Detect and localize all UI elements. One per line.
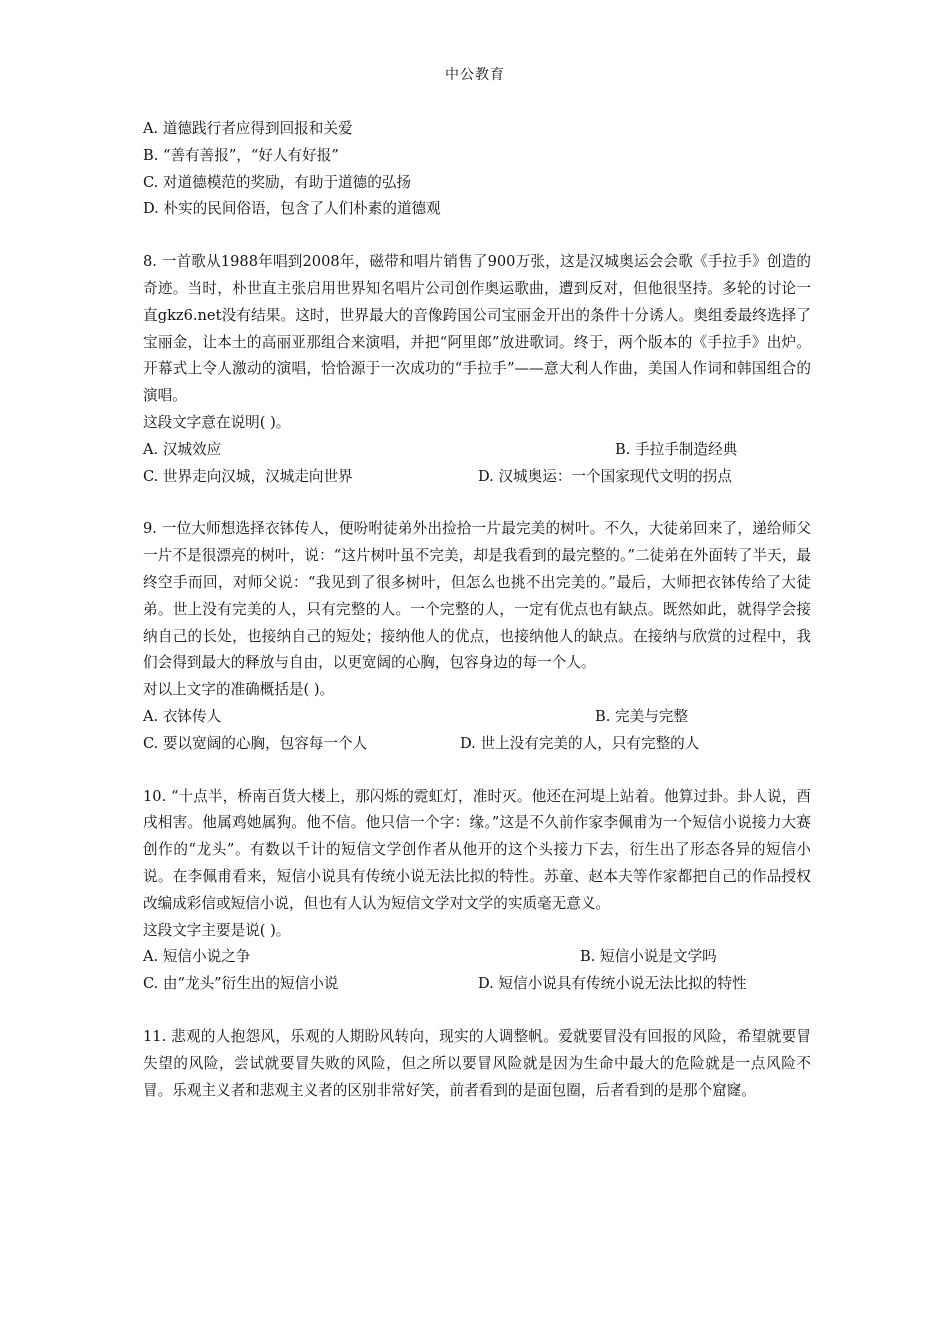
page-header: 中公教育 <box>445 67 505 83</box>
q9-option-b: B. 完美与完整 <box>595 707 688 725</box>
q9-option-c: C. 要以宽阔的心胸，包容每一个人 <box>143 734 368 752</box>
q8-option-b: B. 手拉手制造经典 <box>615 440 738 458</box>
q11-passage: 11. 悲观的人抱怨风，乐观的人期盼风转向，现实的人调整帆。爱就要冒没有回报的风险，希望就要冒失望的风险，尝试就要冒失败的风险，但之所以要冒风险就是因为生命中最大的危险就是一点风险不冒。乐观主义者和悲观主义者的区别非常好笑，前者看到的是面包圈，后者看到的是那个窟窿。 <box>143 1027 811 1099</box>
q10-option-b: B. 短信小说是文学吗 <box>580 948 717 966</box>
q9-option-d: D. 世上没有完美的人，只有完整的人 <box>460 734 700 752</box>
q7-option-d: D. 朴实的民间俗语，包含了人们朴素的道德观 <box>143 200 441 218</box>
q8-passage: 8. 一首歌从1988年唱到2008年，磁带和唱片销售了900万张，这是汉城奥运会会歌《手拉手》创造的奇迹。当时，朴世直主张启用世界知名唱片公司创作奥运歌曲，遭到反对，但他很坚持。多轮的讨论一直gkz6.net没有结果。这时，世界最大的音像跨国公司宝丽金开出的条件十分诱人。奥组委最终选择了宝丽金，让本土的高丽亚那组合来演唱，并把“阿里郎”放进歌词。终于，两个版本的《手拉手》出炉。开幕式上令人激动的演唱，恰恰源于一次成功的“手拉手”——意大利人作曲，美国人作词和韩国组合的演唱。 <box>143 253 811 405</box>
document-body <box>143 116 811 1104</box>
q10-options-row1 <box>143 944 811 971</box>
q10-option-a: A. 短信小说之争 <box>143 948 251 966</box>
q10-option-c: C. 由“龙头”衍生出的短信小说 <box>143 975 339 993</box>
q8-question: 这段文字意在说明( )。 <box>143 413 291 431</box>
q10-passage: 10. “十点半，桥南百货大楼上，那闪烁的霓虹灯，准时灭。他还在河堤上站着。他算过卦。卦人说，酉戌相害。他属鸡她属狗。他不信。他只信一个字：缘。”这是不久前作家李佩甫为一个短信小说接力大赛创作的“龙头”。有数以千计的短信文学创作者从他开的这个头接力下去，衍生出了形态各异的短信小说。在李佩甫看来，短信小说具有传统小说无法比拟的特性。苏童、赵本夫等作家都把自己的作品授权改编成彩信或短信小说，但也有人认为短信文学对文学的实质毫无意义。 <box>143 787 811 912</box>
q10-options-row2 <box>143 971 811 998</box>
q10-option-d: D. 短信小说具有传统小说无法比拟的特性 <box>478 975 747 993</box>
q8-option-a: A. 汉城效应 <box>143 440 222 458</box>
q10-question: 这段文字主要是说( )。 <box>143 921 291 939</box>
q9-question: 对以上文字的准确概括是( )。 <box>143 681 335 699</box>
q8-options-row1 <box>143 437 811 464</box>
q7-option-b: B. “善有善报”，“好人有好报” <box>143 146 339 164</box>
q7-option-a: A. 道德践行者应得到回报和关爱 <box>143 120 353 137</box>
q8-option-c: C. 世界走向汉城，汉城走向世界 <box>143 467 353 485</box>
q7-option-c: C. 对道德模范的奖励，有助于道德的弘扬 <box>143 173 412 191</box>
q9-options-row2 <box>143 731 811 758</box>
q9-passage: 9. 一位大师想选择衣钵传人，便吩咐徒弟外出捡拾一片最完美的树叶。不久，大徒弟回来了，递给师父一片不是很漂亮的树叶，说：“这片树叶虽不完美，却是我看到的最完整的。”二徒弟在外面转了半天，最终空手而回，对师父说：“我见到了很多树叶，但怎么也挑不出完美的。”最后，大师把衣钵传给了大徒弟。世上没有完美的人，只有完整的人。一个完整的人，一定有优点也有缺点。既然如此，就得学会接纳自己的长处，也接纳自己的短处；接纳他人的优点，也接纳他人的缺点。在接纳与欣赏的过程中，我们会得到最大的释放与自由，以更宽阔的心胸，包容身边的每一个人。 <box>143 520 811 672</box>
q9-options-row1 <box>143 704 811 731</box>
q8-option-d: D. 汉城奥运：一个国家现代文明的拐点 <box>478 467 732 485</box>
q8-options-row2 <box>143 464 811 491</box>
q9-option-a: A. 衣钵传人 <box>143 707 222 725</box>
